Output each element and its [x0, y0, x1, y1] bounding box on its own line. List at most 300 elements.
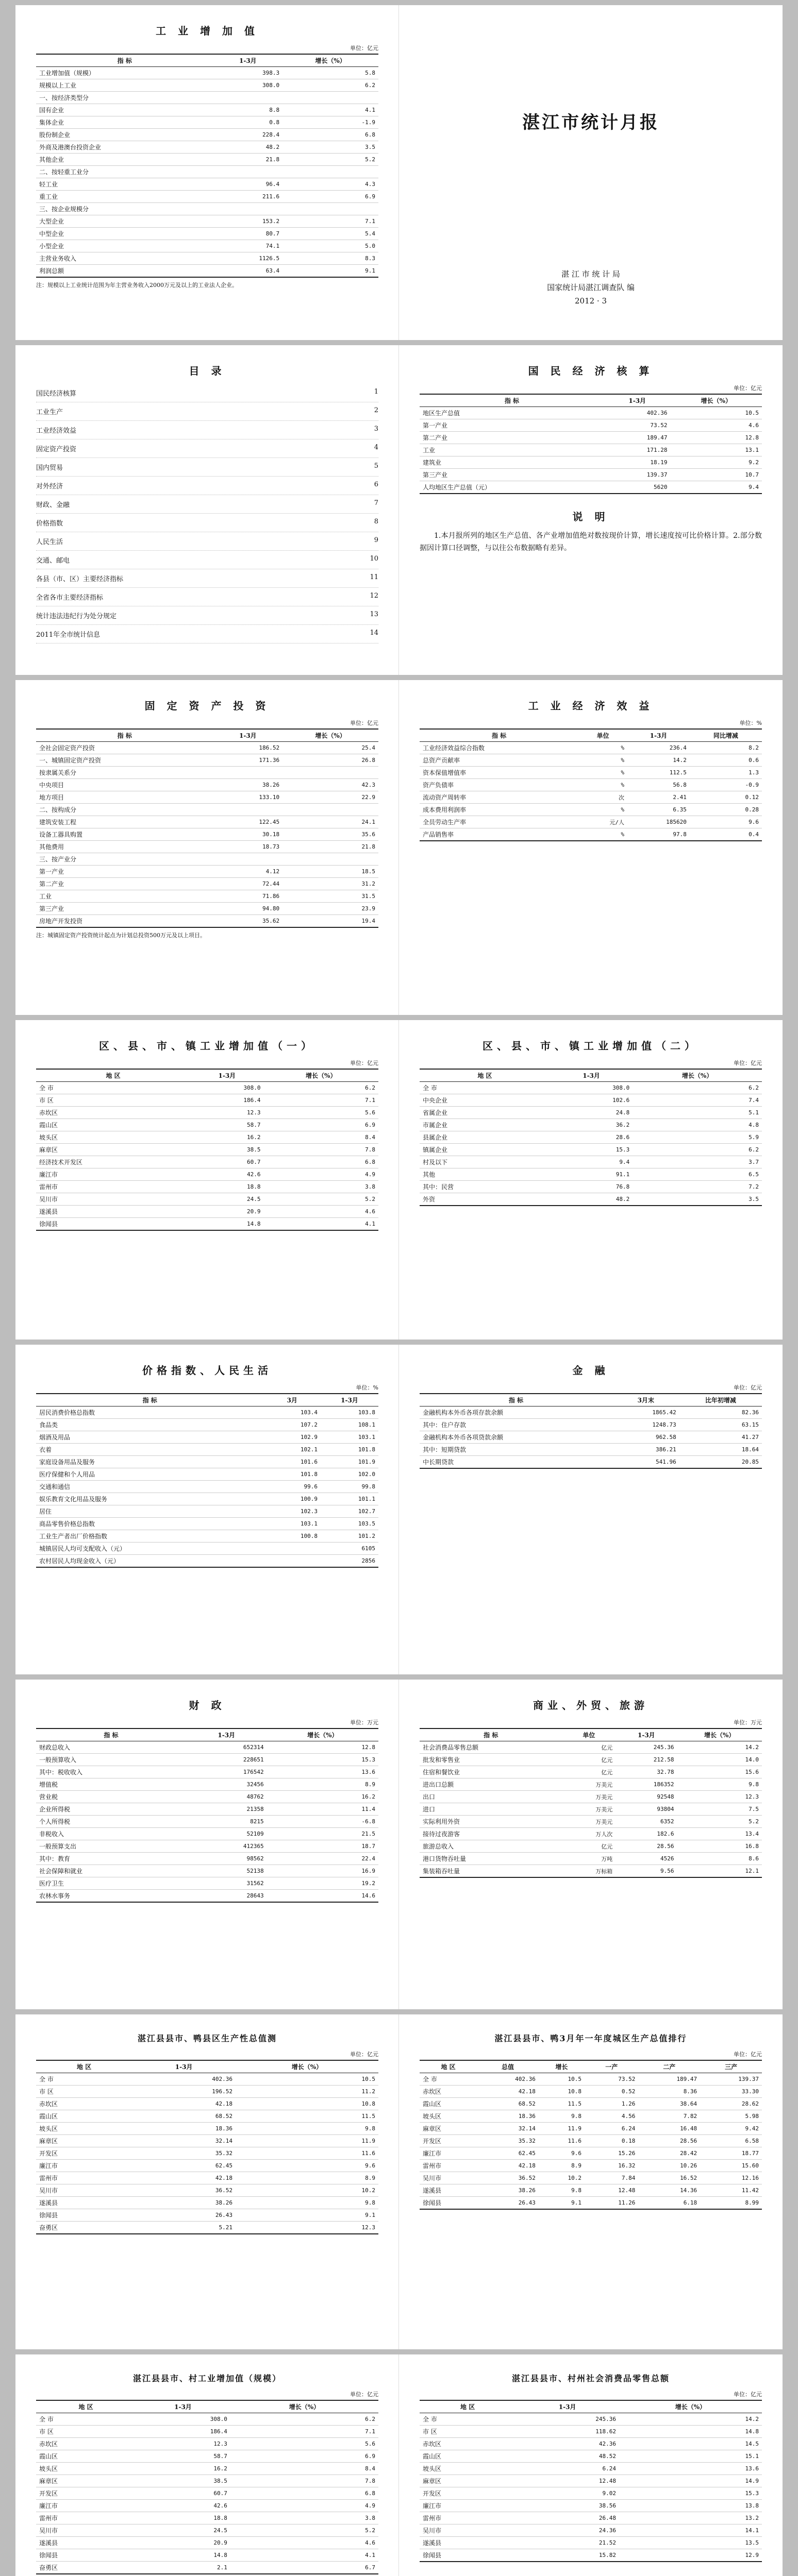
cell-value: 16.2 [190, 1131, 263, 1144]
data-table [36, 1069, 378, 1231]
row-label: 批发和零售业 [420, 1754, 562, 1766]
note-heading: 说 明 [572, 511, 609, 523]
cell-value: 24.8 [550, 1107, 633, 1119]
column-header: 1-3月 [321, 1394, 378, 1406]
cell-value: 次 [578, 791, 627, 804]
cell-value: % [578, 754, 627, 767]
row-label: 奋勇区 [36, 2222, 132, 2234]
toc-item [36, 532, 378, 551]
cell-value: 20.9 [136, 2537, 230, 2549]
row-label: 工业经济效益综合指数 [420, 742, 578, 754]
report-date: 2012 · 3 [574, 296, 607, 306]
cell-value: 4.3 [282, 178, 378, 191]
table-row [420, 1865, 762, 1878]
table-row [36, 1456, 378, 1468]
cell-value: 36.2 [550, 1119, 633, 1131]
table-row [36, 240, 378, 252]
cell-value: 亿元 [562, 1766, 616, 1778]
column-header: 1-3月 [132, 2060, 236, 2073]
cell-value: 9.6 [690, 816, 762, 828]
district-industry-scale-panel [15, 2354, 399, 2576]
cell-value: 8.9 [267, 1778, 378, 1791]
table-row [420, 1803, 762, 1816]
cell-value: 6.58 [700, 2135, 762, 2147]
table-row [420, 2184, 762, 2197]
cell-value: 182.6 [616, 1828, 677, 1840]
table-row [36, 1816, 378, 1828]
cell-value: 万美元 [562, 1803, 616, 1816]
cell-value: 12.48 [585, 2184, 638, 2197]
cell-value [282, 203, 378, 215]
column-header: 1-3月 [190, 1069, 263, 1082]
toc-item [36, 588, 378, 606]
district-gdp-panel [15, 2014, 399, 2349]
table-unit: 单位：万元 [350, 1719, 378, 1726]
column-header: 地 区 [36, 2060, 132, 2073]
cell-value: 100.8 [263, 1530, 321, 1543]
column-header: 1-3月 [604, 394, 671, 407]
toc-title: 目 录 [189, 365, 226, 377]
cell-value: 9.4 [550, 1156, 633, 1168]
column-header: 增长（%） [677, 1728, 762, 1741]
cell-value: 16.32 [585, 2160, 638, 2172]
cell-value: 18.5 [282, 866, 378, 878]
cell-value: 13.4 [677, 1828, 762, 1840]
cell-value: 21358 [186, 1803, 267, 1816]
data-table [36, 1728, 378, 1903]
sheet-district-gdp [15, 2014, 783, 2349]
row-label: 遂溪县 [36, 2537, 136, 2549]
cell-value: 12.1 [677, 1865, 762, 1878]
row-label: 开发区 [36, 2487, 136, 2500]
table-row [36, 2512, 378, 2524]
cell-value: 31.5 [282, 890, 378, 903]
cell-value [282, 767, 378, 779]
row-label: 金融机构本外币各项存款余额 [420, 1406, 612, 1419]
row-label: 设备工器具购置 [36, 828, 213, 841]
row-label: 住宿和餐饮业 [420, 1766, 562, 1778]
row-label: 全 市 [36, 1082, 190, 1094]
toc-item-label: 国民经济核算 [36, 390, 77, 398]
cell-value: 58.7 [136, 2450, 230, 2463]
table-row [36, 1518, 378, 1530]
cell-value: 14.2 [627, 754, 690, 767]
cell-value: 18.8 [190, 1181, 263, 1193]
table-row [36, 2562, 378, 2574]
cell-value: 107.2 [263, 1419, 321, 1431]
toc-item-label: 对外经济 [36, 483, 63, 490]
cell-value: 21.8 [213, 154, 283, 166]
cell-value: 4.6 [264, 1206, 379, 1218]
cell-value: 14.9 [619, 2475, 762, 2487]
table-row [36, 1877, 378, 1890]
table-row [36, 166, 378, 178]
cell-value: 22.9 [282, 791, 378, 804]
cell-value: 10.2 [236, 2184, 378, 2197]
row-label: 其中：税收收入 [36, 1766, 186, 1778]
cell-value: 万美元 [562, 1778, 616, 1791]
table-row [36, 67, 378, 79]
table-row [420, 419, 762, 432]
cell-value: 11.2 [236, 2086, 378, 2098]
cell-value: 48762 [186, 1791, 267, 1803]
row-label: 全 市 [420, 2073, 477, 2086]
cell-value: 236.4 [627, 742, 690, 754]
cell-value: 21.8 [282, 841, 378, 853]
table-row [420, 2512, 762, 2524]
cell-value: 5.1 [633, 1107, 762, 1119]
data-table [420, 394, 762, 494]
table-row [36, 79, 378, 92]
table-row [36, 1741, 378, 1754]
cell-value: 24.5 [190, 1193, 263, 1206]
cell-value: 35.32 [477, 2135, 539, 2147]
cell-value: 6.9 [264, 1119, 379, 1131]
row-label: 三、按企业规模分 [36, 203, 213, 215]
cell-value: 9.8 [236, 2123, 378, 2135]
table-title: 金 融 [572, 1364, 609, 1377]
toc-panel [15, 345, 399, 675]
row-label: 霞山区 [420, 2450, 516, 2463]
table-row [36, 2549, 378, 2562]
cell-value: 14.8 [190, 1218, 263, 1231]
cell-value: 亿元 [562, 1840, 616, 1853]
table-row [36, 1406, 378, 1419]
row-label: 吴川市 [420, 2172, 477, 2184]
cell-value: 71.86 [213, 890, 283, 903]
cell-value: 5.2 [677, 1816, 762, 1828]
cell-value: 60.7 [136, 2487, 230, 2500]
cell-value: 9.2 [671, 456, 762, 469]
cell-value: 30.18 [213, 828, 283, 841]
row-label: 一般预算收入 [36, 1754, 186, 1766]
column-header: 1-3月 [516, 2400, 619, 2413]
table-row [36, 804, 378, 816]
cell-value: 亿元 [562, 1741, 616, 1754]
cell-value: 386.21 [612, 1444, 679, 1456]
cell-value: 18.36 [132, 2123, 236, 2135]
cell-value: 98562 [186, 1853, 267, 1865]
table-row [36, 1094, 378, 1107]
cell-value: 16.9 [267, 1865, 378, 1877]
cell-value: 7.4 [633, 1094, 762, 1107]
cell-value: 189.47 [638, 2073, 700, 2086]
table-row [420, 1754, 762, 1766]
table-row [420, 1456, 762, 1469]
cell-value: 10.7 [671, 469, 762, 481]
table-title: 湛江县县市、鸭3月年一年度城区生产总值排行 [494, 2033, 687, 2043]
row-label: 国有企业 [36, 104, 213, 116]
row-label: 成本费用利润率 [420, 804, 578, 816]
table-unit: 单位：亿元 [734, 2051, 762, 2058]
cell-value: 62.45 [477, 2147, 539, 2160]
cell-value: 91.1 [550, 1168, 633, 1181]
cell-value: 21.5 [267, 1828, 378, 1840]
table-row [420, 1168, 762, 1181]
cell-value: 35.32 [132, 2147, 236, 2160]
cell-value: 万美元 [562, 1816, 616, 1828]
table-row [420, 1181, 762, 1193]
toc-item [36, 458, 378, 477]
table-row [420, 2426, 762, 2438]
cell-value: 6.9 [230, 2450, 378, 2463]
column-header: 1-3月 [186, 1728, 267, 1741]
cell-value: 12.9 [619, 2549, 762, 2562]
cell-value: 42.6 [136, 2500, 230, 2512]
cell-value: 9.1 [282, 265, 378, 278]
cell-value: 112.5 [627, 767, 690, 779]
table-row [36, 1144, 378, 1156]
cell-value: 26.48 [516, 2512, 619, 2524]
row-label: 雷州市 [36, 1181, 190, 1193]
row-label: 一般预算支出 [36, 1840, 186, 1853]
fixed-asset-panel [15, 680, 399, 1015]
row-label: 廉江市 [420, 2500, 516, 2512]
cell-value: 652314 [186, 1741, 267, 1754]
toc-item-label: 各县（市、区）主要经济指标 [36, 575, 124, 583]
row-label: 接待过夜游客 [420, 1828, 562, 1840]
row-label: 全 市 [36, 2073, 132, 2086]
column-header: 1-3月 [213, 729, 283, 742]
toc-item [36, 514, 378, 532]
cell-value: % [578, 804, 627, 816]
toc-item-page: 5 [374, 462, 378, 470]
table-unit: 单位：亿元 [734, 385, 762, 392]
cell-value: 12.3 [236, 2222, 378, 2234]
cell-value: 108.1 [321, 1419, 378, 1431]
row-label: 廉江市 [36, 2500, 136, 2512]
cell-value: 9.42 [700, 2123, 762, 2135]
cell-value: 13.6 [267, 1766, 378, 1778]
row-label: 市属企业 [420, 1119, 550, 1131]
row-label: 总资产贡献率 [420, 754, 578, 767]
row-label: 建筑安装工程 [36, 816, 213, 828]
table-row [420, 1094, 762, 1107]
table-row [36, 767, 378, 779]
industry-efficiency-panel [399, 680, 783, 1015]
table-unit: 单位：亿元 [350, 720, 378, 726]
row-label: 地方项目 [36, 791, 213, 804]
cell-value: 6.2 [282, 79, 378, 92]
row-label: 第一产业 [36, 866, 213, 878]
national-accounts-panel [399, 345, 783, 675]
table-title: 湛江县县市、鸭县区生产性总值测 [137, 2033, 277, 2043]
cell-value: 12.8 [267, 1741, 378, 1754]
table-row [36, 890, 378, 903]
column-header: 增长（%） [619, 2400, 762, 2413]
cell-value: 63.4 [213, 265, 283, 278]
cell-value: 48.2 [213, 141, 283, 154]
column-header: 3月 [263, 1394, 321, 1406]
cell-value: 102.7 [321, 1505, 378, 1518]
cell-value: 6105 [321, 1543, 378, 1555]
cell-value [282, 853, 378, 866]
table-row [36, 154, 378, 166]
cell-value: 94.80 [213, 903, 283, 915]
table-row [420, 2524, 762, 2537]
cell-value: 16.2 [267, 1791, 378, 1803]
row-label: 商品零售价格总指数 [36, 1518, 263, 1530]
cell-value [213, 853, 283, 866]
cell-value: 10.5 [671, 407, 762, 419]
row-label: 廉江市 [36, 1168, 190, 1181]
row-label: 流动资产周转率 [420, 791, 578, 804]
cell-value: 101.6 [263, 1456, 321, 1468]
row-label: 娱乐教育文化用品及服务 [36, 1493, 263, 1505]
cell-value: 24.5 [136, 2524, 230, 2537]
table-row [420, 2147, 762, 2160]
table-row [420, 2098, 762, 2110]
cell-value: 6.2 [633, 1144, 762, 1156]
cell-value: 99.6 [263, 1481, 321, 1493]
cell-value: 35.62 [213, 915, 283, 928]
cell-value: 99.8 [321, 1481, 378, 1493]
table-row [420, 2487, 762, 2500]
table-row [36, 1778, 378, 1791]
table-row [36, 1530, 378, 1543]
cell-value: 153.2 [213, 215, 283, 228]
row-label: 吴川市 [420, 2524, 516, 2537]
row-label: 村及以下 [420, 1156, 550, 1168]
cell-value: 14.1 [619, 2524, 762, 2537]
cell-value: 8.3 [282, 252, 378, 265]
cell-value: 4.1 [282, 104, 378, 116]
cell-value: 28.62 [700, 2098, 762, 2110]
row-label: 奋勇区 [36, 2562, 136, 2574]
row-label: 产品销售率 [420, 828, 578, 841]
row-label: 霞山区 [36, 2450, 136, 2463]
table-row [36, 1754, 378, 1766]
row-label: 经济技术开发区 [36, 1156, 190, 1168]
column-header: 地 区 [36, 2400, 136, 2413]
fiscal-panel [15, 1680, 399, 2009]
row-label: 医疗保健和个人用品 [36, 1468, 263, 1481]
cell-value: 10.5 [236, 2073, 378, 2086]
cell-value: 9.8 [539, 2184, 585, 2197]
cell-value: 4.56 [585, 2110, 638, 2123]
table-row [420, 432, 762, 444]
cell-value: 14.36 [638, 2184, 700, 2197]
row-label: 利润总额 [36, 265, 213, 278]
cell-value: 97.8 [627, 828, 690, 841]
table-row [36, 853, 378, 866]
column-header: 比年初增减 [679, 1394, 762, 1406]
table-row [420, 1107, 762, 1119]
table-title: 国 民 经 济 核 算 [528, 365, 654, 377]
cell-value: 13.2 [619, 2512, 762, 2524]
cell-value: 7.8 [264, 1144, 379, 1156]
cell-value: 962.58 [612, 1431, 679, 1444]
column-header: 同比增减 [690, 729, 762, 742]
table-row [36, 816, 378, 828]
cell-value: 0.12 [690, 791, 762, 804]
row-label: 坡头区 [36, 2123, 132, 2135]
row-label: 其他企业 [36, 154, 213, 166]
cell-value: 101.1 [321, 1493, 378, 1505]
row-label: 徐闻县 [36, 2549, 136, 2562]
table-row [36, 1119, 378, 1131]
cell-value: 6.18 [638, 2197, 700, 2210]
cell-value: 42.36 [516, 2438, 619, 2450]
column-header: 指 标 [420, 1394, 612, 1406]
row-label: 镇属企业 [420, 1144, 550, 1156]
cell-value: 万美元 [562, 1791, 616, 1803]
cell-value: 1865.42 [612, 1406, 679, 1419]
cell-value: 19.2 [267, 1877, 378, 1890]
toc-item [36, 495, 378, 514]
table-title: 湛江县县市、村工业增加值（规模） [132, 2374, 281, 2383]
cell-value: 35.6 [282, 828, 378, 841]
row-label: 霞山区 [36, 1119, 190, 1131]
cell-value: 15.1 [619, 2450, 762, 2463]
row-label: 徐闻县 [420, 2197, 477, 2210]
cell-value: 0.8 [213, 116, 283, 129]
cell-value: 13.6 [619, 2463, 762, 2475]
cell-value: 62.45 [132, 2160, 236, 2172]
table-row [36, 2222, 378, 2234]
cell-value: 9.1 [539, 2197, 585, 2210]
row-label: 财政总收入 [36, 1741, 186, 1754]
row-label: 其中：教育 [36, 1853, 186, 1865]
cell-value: 14.8 [619, 2426, 762, 2438]
table-row [420, 767, 762, 779]
table-row [36, 2123, 378, 2135]
cell-value: 11.26 [585, 2197, 638, 2210]
cell-value: 52138 [186, 1865, 267, 1877]
cell-value: 18.7 [267, 1840, 378, 1853]
cell-value: 元/人 [578, 816, 627, 828]
cell-value: 103.4 [263, 1406, 321, 1419]
table-row [36, 1828, 378, 1840]
toc-item-page: 13 [370, 611, 378, 618]
cell-value: 36.52 [477, 2172, 539, 2184]
table-row [36, 2098, 378, 2110]
cell-value: 0.18 [585, 2135, 638, 2147]
row-label: 赤坎区 [420, 2086, 477, 2098]
cell-value: 9.02 [516, 2487, 619, 2500]
cell-value: 74.1 [213, 240, 283, 252]
cell-value: 9.8 [677, 1778, 762, 1791]
table-row [36, 2073, 378, 2086]
table-row [36, 2135, 378, 2147]
district-gdp-structure-panel [399, 2014, 783, 2349]
toc-item [36, 551, 378, 569]
cell-value: 16.2 [136, 2463, 230, 2475]
table-row [420, 444, 762, 456]
table-row [420, 1156, 762, 1168]
cell-value: 5.2 [264, 1193, 379, 1206]
cell-value: 32.78 [616, 1766, 677, 1778]
row-label: 吴川市 [36, 2524, 136, 2537]
row-label: 坡头区 [420, 2110, 477, 2123]
cell-value [213, 767, 283, 779]
cell-value: 7.5 [677, 1803, 762, 1816]
cell-value: 14.5 [619, 2438, 762, 2450]
report-title: 湛江市统计月报 [522, 112, 659, 133]
row-label: 全 市 [420, 1082, 550, 1094]
cell-value: 14.0 [677, 1754, 762, 1766]
table-unit: 单位：亿元 [350, 45, 378, 52]
cell-value: 42.3 [282, 779, 378, 791]
table-row [36, 1890, 378, 1903]
row-label: 坡头区 [36, 1131, 190, 1144]
cell-value: -0.9 [690, 779, 762, 791]
cell-value: 101.8 [263, 1468, 321, 1481]
row-label: 第三产业 [36, 903, 213, 915]
cell-value: 18.8 [136, 2512, 230, 2524]
row-label: 港口货物吞吐量 [420, 1853, 562, 1865]
table-row [36, 104, 378, 116]
